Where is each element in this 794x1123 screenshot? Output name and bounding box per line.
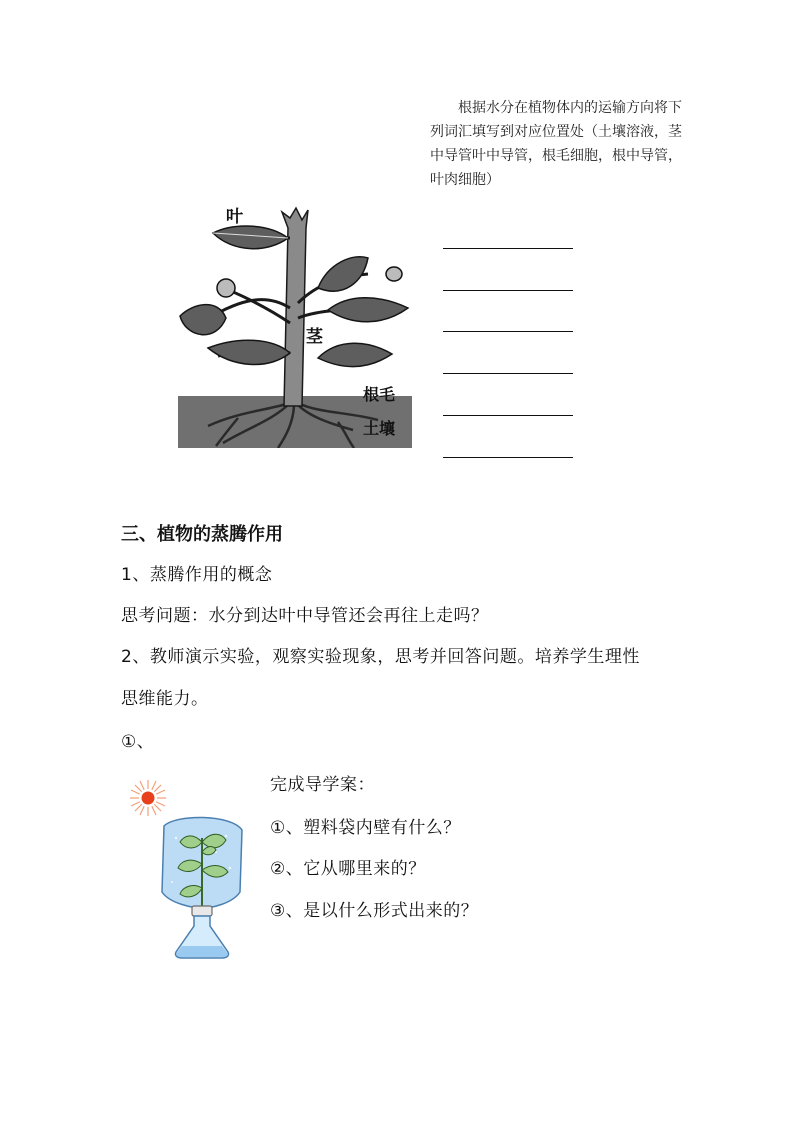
plastic-bag-plant-experiment bbox=[156, 808, 248, 960]
answer-blank-3[interactable] bbox=[443, 331, 573, 332]
answer-blank-4[interactable] bbox=[443, 373, 573, 374]
label-root-hair: 根毛 bbox=[363, 385, 396, 404]
guide-title: 完成导学案： bbox=[270, 775, 375, 795]
plant-water-transport-figure bbox=[178, 198, 412, 448]
sub-item-marker: ①、 bbox=[121, 732, 155, 752]
answer-blank-1[interactable] bbox=[443, 248, 573, 249]
item-2-line-1: 2、教师演示实验，观察实验现象，思考并回答问题。培养学生理性 bbox=[121, 647, 640, 667]
answer-blank-6[interactable] bbox=[443, 457, 573, 458]
answer-blank-5[interactable] bbox=[443, 415, 573, 416]
section-heading: 三、植物的蒸腾作用 bbox=[121, 524, 283, 545]
label-leaf: 叶 bbox=[226, 207, 243, 227]
fill-in-instruction: 根据水分在植物体内的运输方向将下列词汇填写到对应位置处（土壤溶液，茎中导管叶中导管，根毛细胞，根中导管，叶肉细胞） bbox=[430, 100, 682, 188]
guide-question-3: ③、是以什么形式出来的？ bbox=[270, 901, 479, 921]
thinking-question: 思考问题：水分到达叶中导管还会再往上走吗？ bbox=[121, 606, 489, 626]
item-2-line-2: 思维能力。 bbox=[121, 689, 209, 709]
guide-question-2: ②、它从哪里来的？ bbox=[270, 859, 426, 879]
answer-blank-2[interactable] bbox=[443, 290, 573, 291]
label-stem: 茎 bbox=[306, 327, 323, 347]
item-1: 1、蒸腾作用的概念 bbox=[121, 565, 273, 585]
guide-question-1: ①、塑料袋内壁有什么？ bbox=[270, 818, 461, 838]
label-soil: 土壤 bbox=[363, 419, 396, 438]
